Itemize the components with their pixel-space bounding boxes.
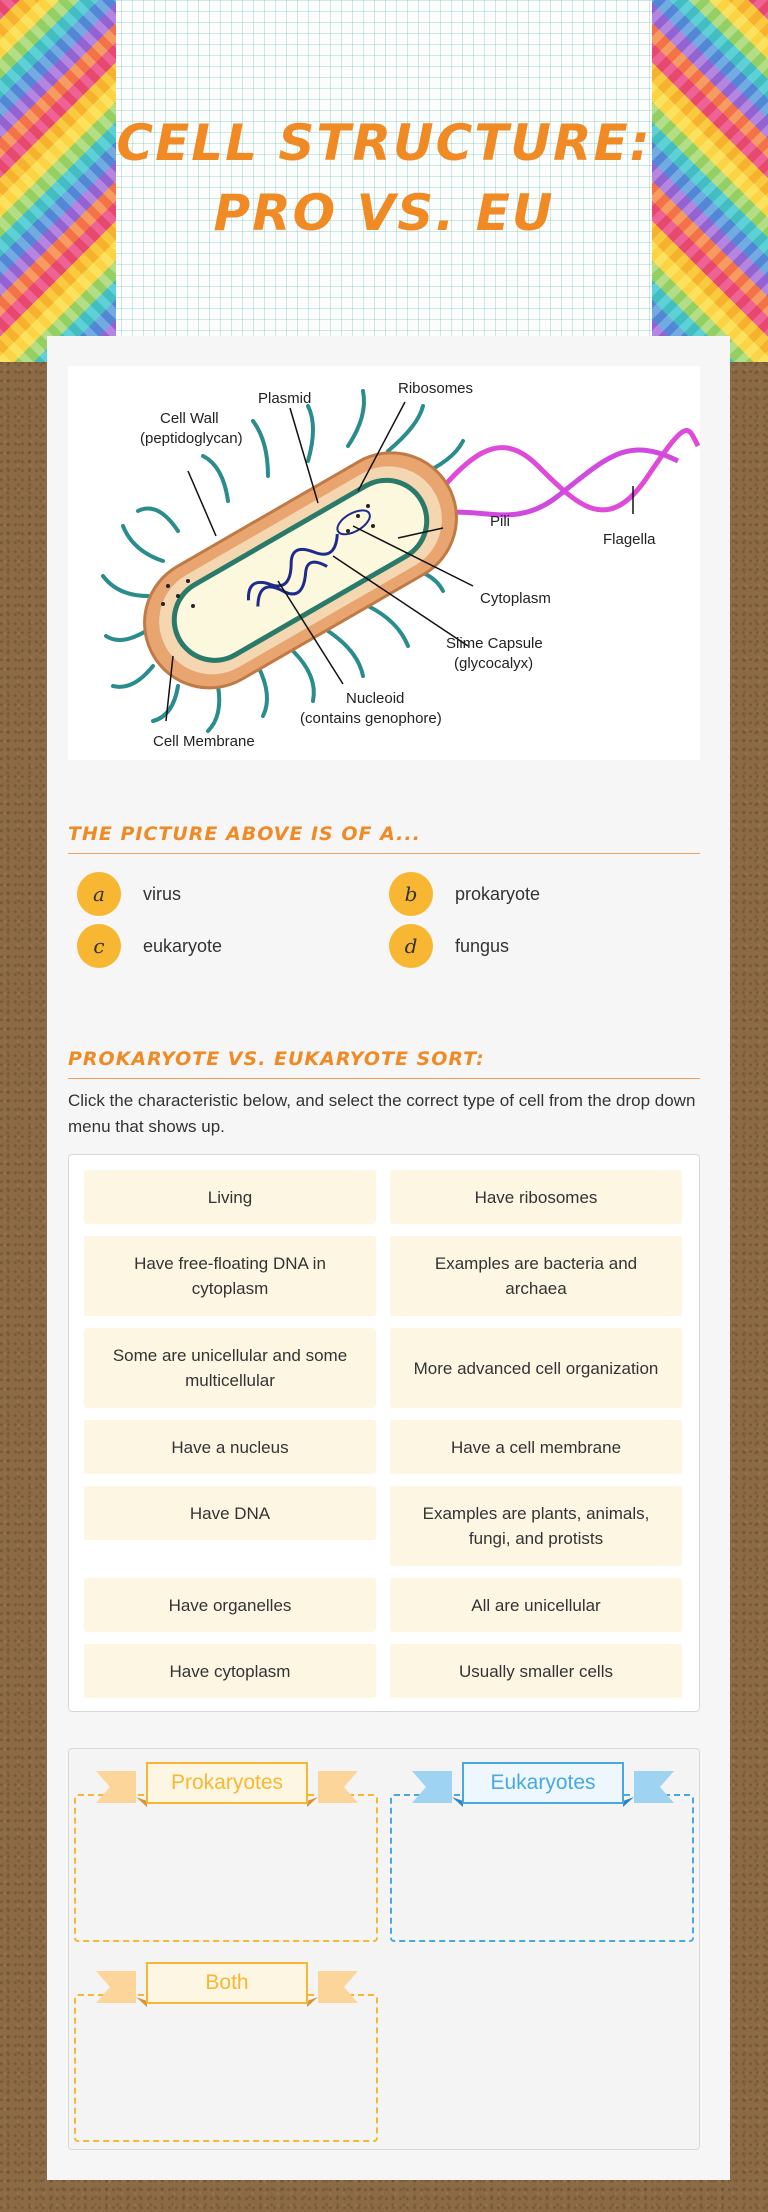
sort-item[interactable]: Examples are bacteria and archaea — [390, 1236, 682, 1316]
sort-bins-panel — [68, 1748, 700, 2150]
label-pili: Pili — [490, 513, 511, 530]
eukaryotes-label: Eukaryotes — [490, 1771, 596, 1794]
label-cell-wall-sub: (peptidoglycan) — [140, 430, 243, 447]
label-flagella: Flagella — [603, 531, 656, 548]
sort-heading: PROKARYOTE VS. EUKARYOTE SORT: — [68, 1048, 700, 1079]
label-plasmid: Plasmid — [258, 390, 312, 407]
option-b[interactable] — [389, 872, 540, 916]
option-d[interactable] — [389, 924, 509, 968]
option-letter: d — [389, 924, 433, 968]
sort-item[interactable]: All are unicellular — [390, 1578, 682, 1632]
both-label: Both — [205, 1971, 249, 1994]
sort-item[interactable]: Have a nucleus — [84, 1420, 376, 1474]
both-drop-zone[interactable] — [74, 1994, 378, 2142]
header-banner — [0, 0, 768, 362]
question-heading: THE PICTURE ABOVE IS OF A... — [68, 823, 700, 854]
label-slime-capsule: Slime Capsule — [446, 635, 543, 652]
sort-item[interactable]: Have free-floating DNA in cytoplasm — [84, 1236, 376, 1316]
option-text: prokaryote — [455, 883, 541, 904]
option-text: eukaryote — [143, 935, 223, 956]
option-text: virus — [143, 883, 182, 904]
label-cell-membrane: Cell Membrane — [153, 733, 255, 750]
sort-item[interactable]: Living — [84, 1170, 376, 1224]
sort-item[interactable]: More advanced cell organization — [390, 1328, 682, 1408]
option-text: fungus — [455, 935, 510, 956]
sort-item[interactable]: Have DNA — [84, 1486, 376, 1540]
option-letter: b — [389, 872, 433, 916]
bacteria-diagram — [68, 366, 700, 760]
sort-item[interactable]: Have a cell membrane — [390, 1420, 682, 1474]
option-c[interactable] — [77, 924, 222, 968]
prokaryotes-ribbon — [96, 1757, 358, 1811]
prokaryotes-label: Prokaryotes — [170, 1771, 284, 1794]
label-cytoplasm: Cytoplasm — [480, 590, 551, 607]
sort-item[interactable]: Some are unicellular and some multicellular — [84, 1328, 376, 1408]
sort-item[interactable]: Have organelles — [84, 1578, 376, 1632]
option-a[interactable] — [77, 872, 181, 916]
bacteria-cell — [121, 429, 480, 712]
bacteria-diagram-svg — [68, 366, 700, 760]
sort-item[interactable]: Have cytoplasm — [84, 1644, 376, 1698]
sort-item[interactable]: Usually smaller cells — [390, 1644, 682, 1698]
label-ribosomes: Ribosomes — [398, 380, 474, 397]
sort-instructions: Click the characteristic below, and select the correct type of cell from the drop down menu that shows up. — [68, 1091, 696, 1136]
option-letter: a — [77, 872, 121, 916]
label-nucleoid: Nucleoid — [346, 690, 405, 707]
option-letter: c — [77, 924, 121, 968]
sort-item[interactable]: Have ribosomes — [390, 1170, 682, 1224]
main-card — [47, 336, 730, 2180]
label-nucleoid-sub: (contains genophore) — [300, 710, 442, 727]
prokaryotes-drop-zone[interactable] — [74, 1794, 378, 1942]
both-ribbon — [96, 1957, 358, 2011]
eukaryotes-drop-zone[interactable] — [390, 1794, 694, 1942]
page-title: CELL STRUCTURE: PRO VS. EU — [116, 114, 652, 242]
eukaryotes-ribbon — [412, 1757, 674, 1811]
sort-item[interactable]: Examples are plants, animals, fungi, and protists — [390, 1486, 682, 1566]
label-cell-wall: Cell Wall — [160, 410, 219, 427]
label-slime-capsule-sub: (glycocalyx) — [454, 655, 534, 672]
sort-items-panel — [68, 1154, 700, 1712]
